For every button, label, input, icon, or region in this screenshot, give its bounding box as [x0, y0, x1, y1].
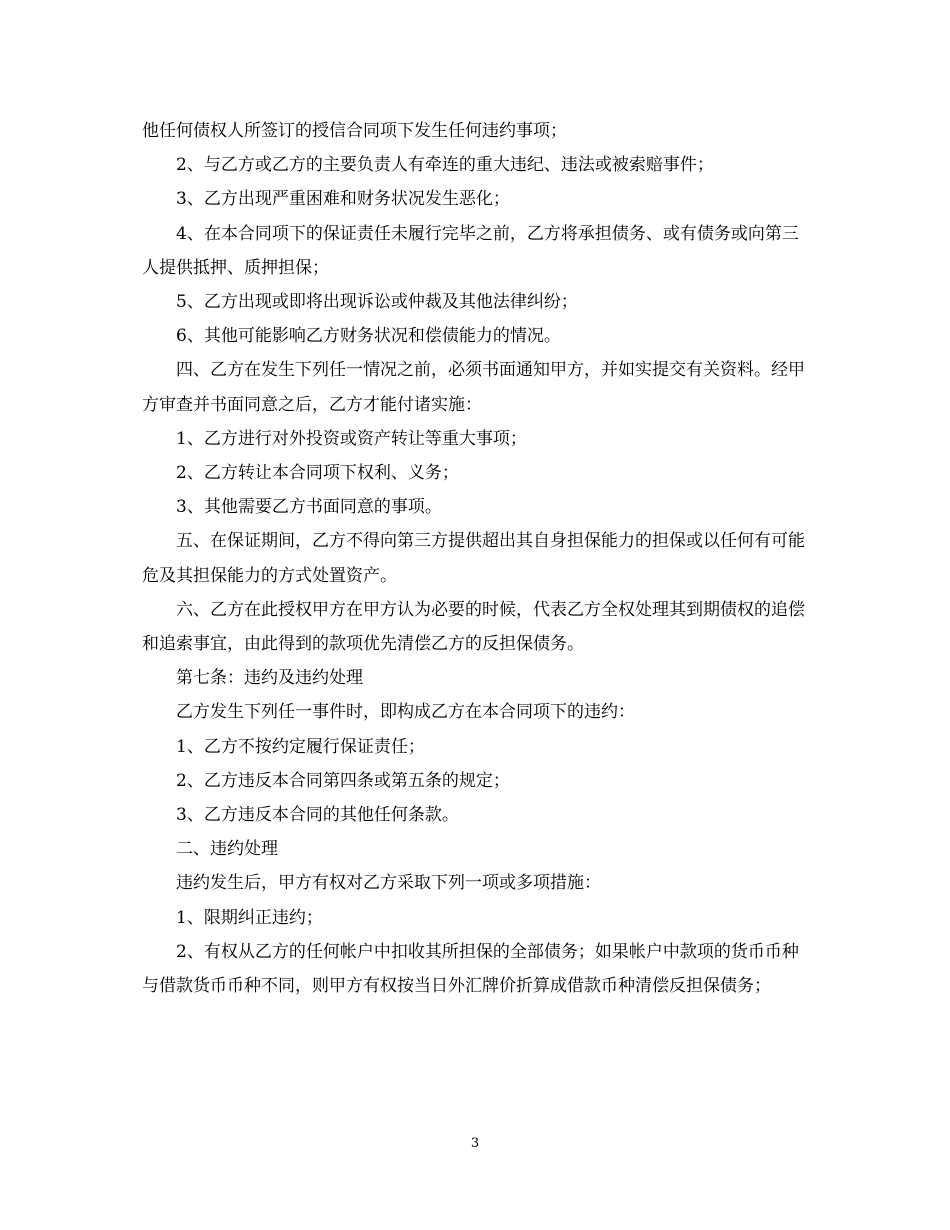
page-number: 3 [470, 1136, 480, 1151]
paragraph: 他任何债权人所签订的授信合同项下发生任何违约事项； [142, 121, 567, 141]
paragraph: 乙方发生下列任一事件时，即构成乙方在本合同项下的违约： [176, 702, 635, 723]
paragraph: 4、在本合同项下的保证责任未履行完毕之前，乙方将承担债务、或有债务或向第三人提供抵押、质押担保； [142, 223, 799, 278]
paragraph: 5、乙方出现或即将出现诉讼或仲裁及其他法律纠纷； [176, 292, 578, 313]
section-heading: 第七条：违约及违约处理 [176, 668, 363, 689]
paragraph: 1、乙方不按约定履行保证责任； [176, 736, 425, 757]
paragraph: 2、乙方转让本合同项下权利、义务； [176, 463, 459, 484]
paragraph: 2、有权从乙方的任何帐户中扣收其所担保的全部债务；如果帐户中款项的货币币种与借款货币币种不同，则甲方有权按当日外汇牌价折算成借款币种清偿反担保债务； [142, 941, 799, 997]
paragraph: 3、乙方违反本合同的其他任何条款。 [176, 805, 459, 826]
paragraph: 五、在保证期间，乙方不得向第三方提供超出其自身担保能力的担保或以任何有可能危及其担保能力的方式处置资产。 [142, 531, 805, 586]
paragraph: 1、乙方进行对外投资或资产转让等重大事项； [176, 428, 527, 449]
paragraph: 3、乙方出现严重困难和财务状况发生恶化； [176, 189, 510, 210]
paragraph: 四、乙方在发生下列任一情况之前，必须书面通知甲方，并如实提交有关资料。经甲方审查并书面同意之后，乙方才能付诸实施： [142, 360, 805, 415]
paragraph: 六、乙方在此授权甲方在甲方认为必要的时候，代表乙方全权处理其到期债权的追偿和追索事宜，由此得到的款项优先清偿乙方的反担保债务。 [142, 599, 805, 655]
document-body [142, 114, 808, 1003]
paragraph: 1、限期纠正违约； [176, 907, 323, 928]
paragraph: 6、其他可能影响乙方财务状况和偿债能力的情况。 [176, 326, 561, 347]
section-heading: 二、违约处理 [176, 839, 278, 860]
paragraph: 2、乙方违反本合同第四条或第五条的规定； [176, 770, 510, 791]
paragraph: 2、与乙方或乙方的主要负责人有牵连的重大违纪、违法或被索赔事件； [176, 155, 714, 176]
paragraph: 3、其他需要乙方书面同意的事项。 [176, 497, 442, 518]
paragraph: 违约发生后，甲方有权对乙方采取下列一项或多项措施： [176, 873, 601, 894]
